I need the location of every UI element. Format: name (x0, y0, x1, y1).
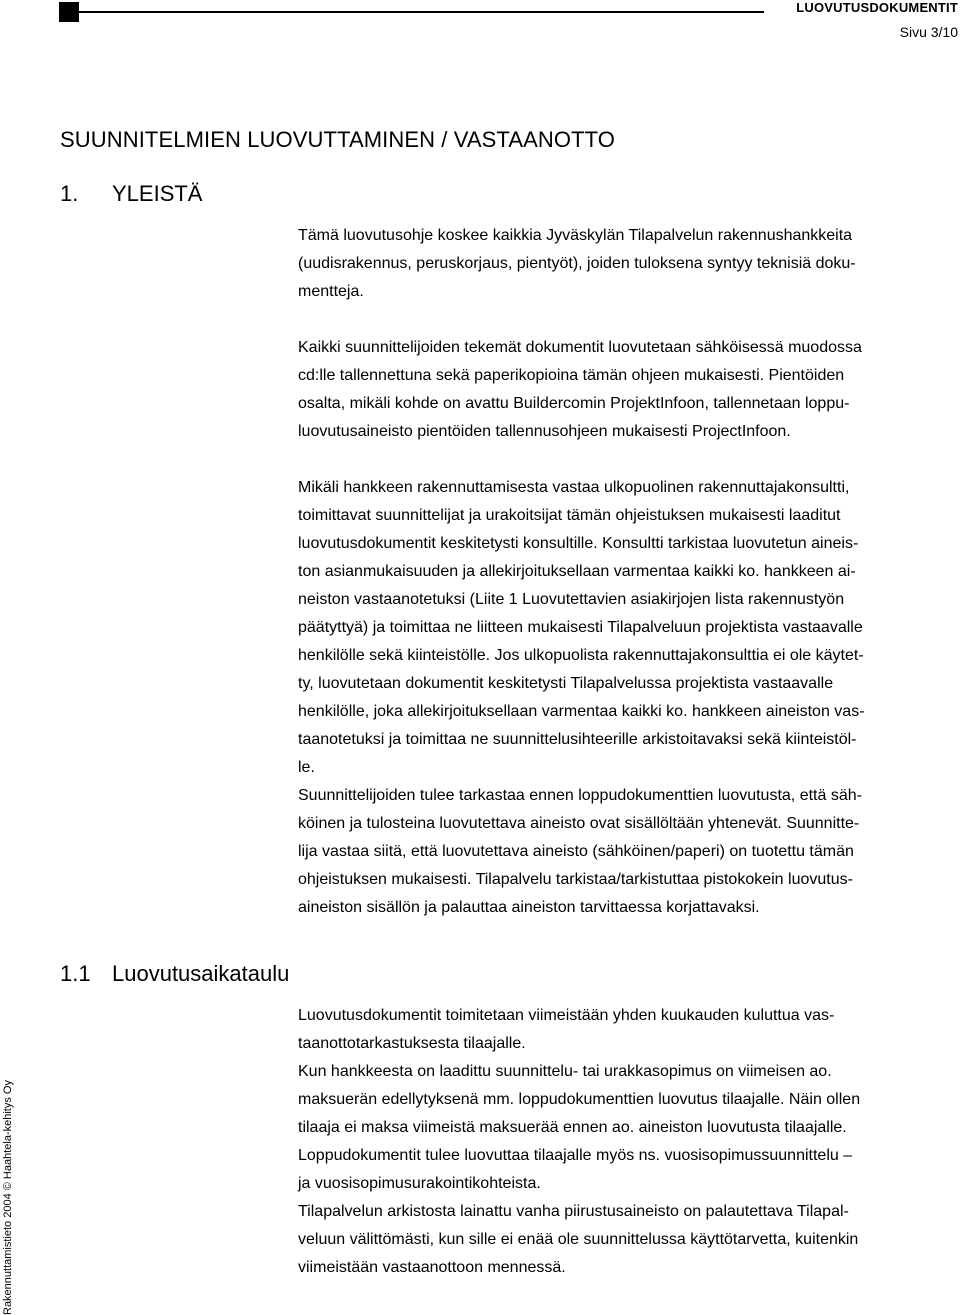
text-line: henkilölle, joka allekirjoituksellaan varmentaa kaikki ko. hankkeen aineiston vas- (298, 703, 865, 720)
text-line: henkilölle sekä kiinteistölle. Jos ulkopuolista rakennuttajakonsulttia ei ole käytet- (298, 647, 864, 664)
section-title: Luovutusaikataulu (112, 961, 290, 986)
side-copyright-credit: Rakennuttamistieto 2004 © Haahtela-kehitys Oy (2, 1080, 14, 1315)
paragraph-schedule (298, 1002, 960, 1282)
text-line: köinen ja tulosteina luovutettava aineisto ovat sisällöltään yhtenevät. Suunnitte- (298, 815, 860, 832)
text-line: Luovutusdokumentit toimitetaan viimeistään yhden kuukauden kuluttua vas- (298, 1007, 835, 1024)
text-line: ohjeistuksen mukaisesti. Tilapalvelu tarkistaa/tarkistuttaa pistokokein luovutus- (298, 871, 853, 888)
section-number: 1. (60, 181, 79, 206)
text-line: taanotetuksi ja toimittaa ne suunnittelusihteerille arkistoitavaksi sekä kiinteistöl- (298, 731, 857, 748)
header-square-mark (59, 2, 79, 22)
text-line: taanottotarkastuksesta tilaajalle. (298, 1035, 526, 1052)
header-document-label: LUOVUTUSDOKUMENTIT (796, 0, 958, 15)
text-line: maksuerän edellytyksenä mm. loppudokumenttien luovutus tilaajalle. Näin ollen (298, 1091, 861, 1108)
text-line: lija vastaa siitä, että luovutettava aineisto (sähköinen/paperi) on tuotettu tämän (298, 843, 854, 860)
text-line: aineiston sisällön ja palauttaa aineiston tarvittaessa korjattavaksi. (298, 899, 760, 916)
paragraph-delivery-format (298, 334, 960, 446)
section-heading-luovutusaikataulu (60, 961, 289, 987)
text-line: cd:lle tallennettuna sekä paperikopioina tämän ohjeen mukaisesti. Pientöiden (298, 367, 845, 384)
section-title: YLEISTÄ (112, 181, 203, 206)
text-line: Mikäli hankkeen rakennuttamisesta vastaa ulkopuolinen rakennuttajakonsultti, (298, 479, 850, 496)
paragraph-consultant (298, 474, 960, 922)
text-line: neiston vastaanotetuksi (Liite 1 Luovutettavien asiakirjojen lista rakennustyön (298, 591, 845, 608)
text-line: osalta, mikäli kohde on avattu Buildercomin ProjektInfoon, tallennetaan loppu- (298, 395, 850, 412)
text-line: toimittavat suunnittelijat ja urakoitsijat tämän ohjeistuksen mukaisesti laaditut (298, 507, 841, 524)
header-rule (79, 11, 764, 13)
text-line: ton asianmukaisuuden ja allekirjoituksellaan varmentaa kaikki ko. hankkeen ai- (298, 563, 856, 580)
text-line: le. (298, 759, 315, 776)
text-line: veluun välittömästi, kun sille ei enää ole suunnittelussa käyttötarvetta, kuitenkin (298, 1231, 859, 1248)
text-line: ja vuosisopimusurakointikohteista. (298, 1175, 541, 1192)
document-title: SUUNNITELMIEN LUOVUTTAMINEN / VASTAANOTTO (60, 127, 615, 152)
text-line: Kaikki suunnittelijoiden tekemät dokumentit luovutetaan sähköisessä muodossa (298, 339, 862, 356)
text-line: Kun hankkeesta on laadittu suunnittelu- tai urakkasopimus on viimeisen ao. (298, 1063, 832, 1080)
section-heading-yleista (60, 181, 202, 207)
text-line: tilaaja ei maksa viimeistä maksuerää ennen ao. aineiston luovutusta tilaajalle. (298, 1119, 847, 1136)
text-line: viimeistään vastaanottoon mennessä. (298, 1259, 566, 1276)
text-line: Tilapalvelun arkistosta lainattu vanha piirustusaineisto on palautettava Tilapal- (298, 1203, 849, 1220)
paragraph-scope (298, 222, 960, 306)
text-line: Suunnittelijoiden tulee tarkastaa ennen loppudokumenttien luovutusta, että säh- (298, 787, 862, 804)
text-line: luovutusdokumentit keskitetysti konsultille. Konsultti tarkistaa luovutetun aineis- (298, 535, 859, 552)
page-number: Sivu 3/10 (899, 24, 958, 40)
text-line: mentteja. (298, 283, 364, 300)
text-line: luovutusaineisto pientöiden tallennusohjeen mukaisesti ProjectInfoon. (298, 423, 791, 440)
text-line: päätyttyä) ja toimittaa ne liitteen mukaisesti Tilapalveluun projektista vastaavalle (298, 619, 863, 636)
text-line: Tämä luovutusohje koskee kaikkia Jyväskylän Tilapalvelun rakennushankkeita (298, 227, 853, 244)
text-line: ty, luovutetaan dokumentit keskitetysti Tilapalvelussa projektista vastaavalle (298, 675, 834, 692)
text-line: Loppudokumentit tulee luovuttaa tilaajalle myös ns. vuosisopimussuunnittelu – (298, 1147, 853, 1164)
text-line: (uudisrakennus, peruskorjaus, pientyöt), joiden tuloksena syntyy teknisiä doku- (298, 255, 856, 272)
section-number: 1.1 (60, 961, 91, 986)
